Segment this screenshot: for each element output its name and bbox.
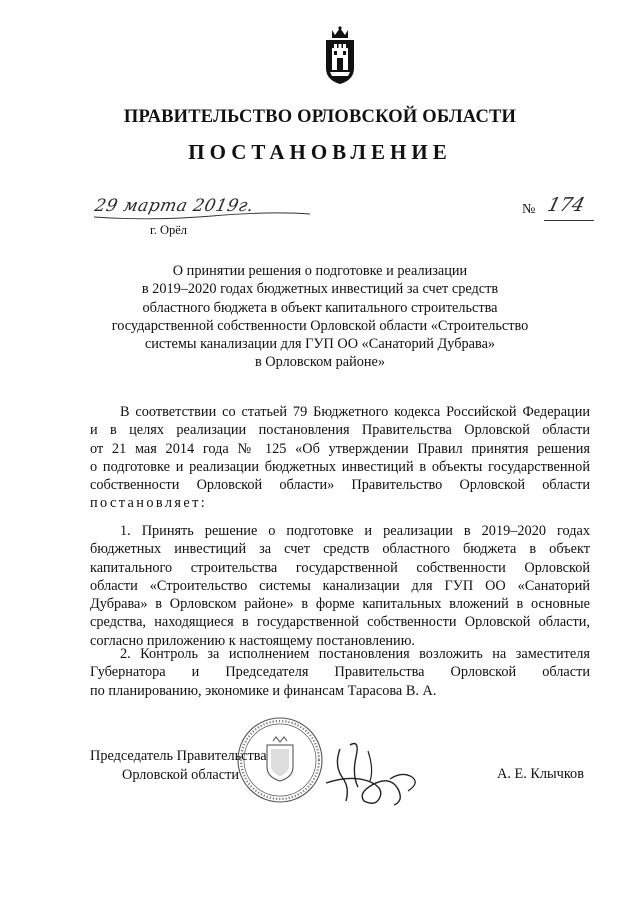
- paragraph-line: бюджетных инвестиций за счет средств областного бюджета в объект: [90, 541, 590, 558]
- paragraph-line: средства, находящиеся в государственной собственности Орловской области,: [90, 614, 590, 631]
- paragraph-line: постановляет:: [90, 495, 208, 512]
- signature-title-line: Орловской области: [122, 767, 239, 783]
- paragraph-line: 1. Принять решение о подготовке и реализации в 2019–2020 годах: [120, 523, 590, 539]
- handwritten-signature-icon: [320, 735, 430, 815]
- subject-line: в 2019–2020 годах бюджетных инвестиций за счет средств: [141, 281, 499, 298]
- preamble-paragraph: [90, 403, 590, 513]
- paragraph-line: и в целях реализации постановления Правительства Орловской области: [90, 422, 590, 439]
- paragraph-line: капитального строительства государственной собственности Орловской: [90, 559, 590, 576]
- paragraph-line: В соответствии со статьей 79 Бюджетного кодекса Российской Федерации: [120, 404, 590, 420]
- signature-title-line: Председатель Правительства: [90, 748, 267, 764]
- subject-line: в Орловском районе»: [254, 354, 386, 371]
- document-subject: [80, 262, 560, 372]
- paragraph-line: от 21 мая 2014 года № 125 «Об утверждении Правил принятия решения: [90, 440, 590, 457]
- paragraph-line: о подготовке и реализации бюджетных инвестиций в объекты государственной: [90, 458, 590, 475]
- paragraph-line: по планированию, экономике и финансам Тарасова В. А.: [90, 682, 437, 699]
- item-2-paragraph: [90, 645, 590, 700]
- subject-line: государственной собственности Орловской области «Строительство: [111, 317, 529, 334]
- document-date: 29 марта 2019г.: [92, 196, 256, 216]
- signature-title: [90, 747, 267, 785]
- paragraph-line: согласно приложению к настоящему постановлению.: [90, 632, 415, 649]
- document-number: 174: [545, 194, 588, 216]
- signatory-name: А. Е. Клычков: [497, 766, 584, 782]
- subject-line: системы канализации для ГУП ОО «Санаторий Дубрава»: [144, 336, 496, 353]
- paragraph-line: собственности Орловской области» Правительство Орловской области: [90, 477, 590, 494]
- document-type: ПОСТАНОВЛЕНИЕ: [188, 140, 452, 164]
- paragraph-line: Дубрава» в Орловском районе» в форме капитальных вложений в основные: [90, 596, 590, 613]
- coat-of-arms-icon: [320, 26, 360, 86]
- paragraph-line: области «Строительство системы канализации для ГУП ОО «Санаторий: [90, 577, 590, 594]
- paragraph-line: 2. Контроль за исполнением постановления возложить на заместителя: [120, 646, 590, 662]
- item-1-paragraph: [90, 522, 590, 650]
- subject-line: областного бюджета в объект капитального строительства: [142, 299, 498, 316]
- number-label: №: [522, 202, 536, 217]
- government-title: ПРАВИТЕЛЬСТВО ОРЛОВСКОЙ ОБЛАСТИ: [123, 107, 517, 127]
- document-city: г. Орёл: [150, 223, 188, 237]
- number-underline: [544, 220, 594, 221]
- paragraph-line: Губернатора и Председателя Правительства Орловской области: [90, 664, 590, 681]
- subject-line: О принятии решения о подготовке и реализации: [172, 263, 468, 279]
